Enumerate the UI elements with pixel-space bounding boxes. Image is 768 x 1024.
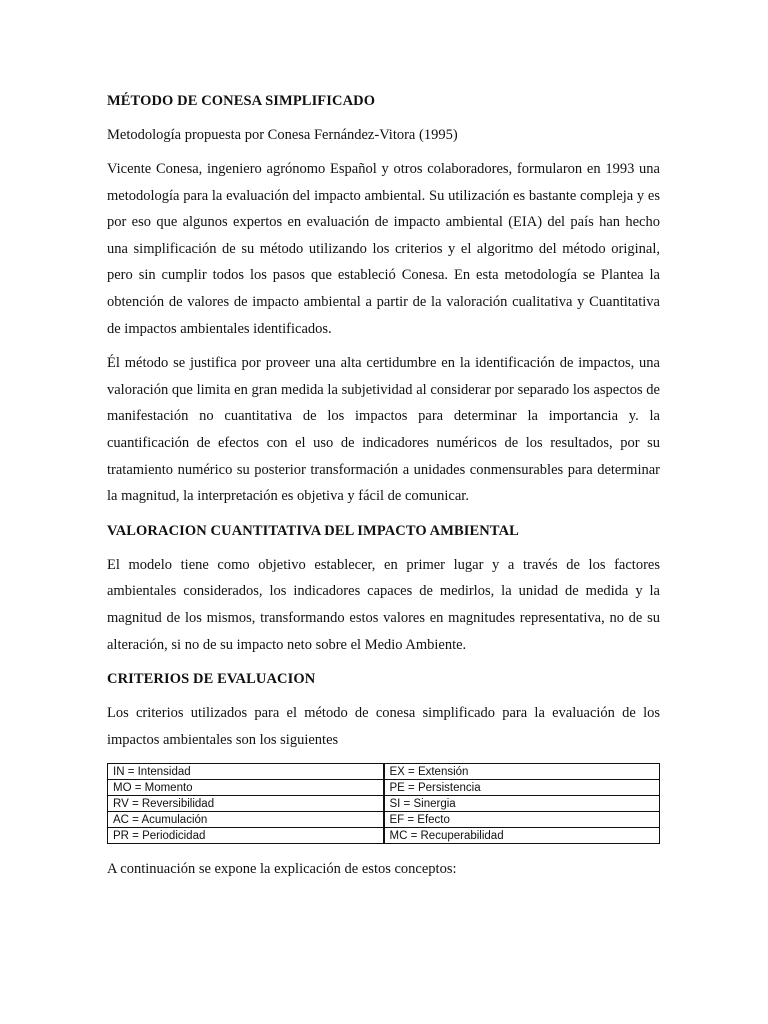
table-row bbox=[108, 828, 660, 844]
criterios-paragraph: Los criterios utilizados para el método de conesa simplificado para la evaluación de los impactos ambientales son los siguientes bbox=[107, 705, 660, 748]
table-cell: IN = Intensidad bbox=[108, 764, 384, 780]
table-row bbox=[108, 796, 660, 812]
table-cell: AC = Acumulación bbox=[108, 812, 384, 828]
document-title: MÉTODO DE CONESA SIMPLIFICADO bbox=[107, 93, 376, 109]
table-row bbox=[108, 764, 660, 780]
section-heading-criterios: CRITERIOS DE EVALUACION bbox=[107, 671, 316, 688]
intro-paragraph: Vicente Conesa, ingeniero agrónomo Español y otros colaboradores, formularon en 1993 una metodología para la evaluación del impacto ambiental. Su utilización es bastante compleja y es por eso que algunos expertos en evaluación de impacto ambiental (EIA) del país han hecho una simplificación de su método utilizando los criterios y el algoritmo del método original, pero sin cumplir todos los pasos que estableció Conesa. En esta metodología se Plantea la obtención de valores de impacto ambiental a partir de la valoración cualitativa y Cuantitativa de impactos ambientales identificados. bbox=[107, 161, 660, 337]
table-cell: MC = Recuperabilidad bbox=[384, 828, 660, 844]
table-row bbox=[108, 812, 660, 828]
document-page bbox=[107, 88, 660, 891]
table-cell: PR = Periodicidad bbox=[108, 828, 384, 844]
criteria-table bbox=[107, 763, 660, 844]
table-cell: EF = Efecto bbox=[384, 812, 660, 828]
table-cell: EX = Extensión bbox=[384, 764, 660, 780]
table-cell: RV = Reversibilidad bbox=[108, 796, 384, 812]
table-cell: SI = Sinergia bbox=[384, 796, 660, 812]
valoracion-paragraph: El modelo tiene como objetivo establecer, en primer lugar y a través de los factores ambientales considerados, los indicadores capaces de medirlos, la unidad de medida y la magnitud de los mismos, transformando estos valores en magnitudes representativa, no de su alteración, si no de su impacto neto sobre el Medio Ambiente. bbox=[107, 556, 660, 653]
table-row bbox=[108, 780, 660, 796]
table-cell: PE = Persistencia bbox=[384, 780, 660, 796]
table-cell: MO = Momento bbox=[108, 780, 384, 796]
document-subtitle: Metodología propuesta por Conesa Fernández-Vitora (1995) bbox=[107, 127, 458, 143]
section-heading-valoracion: VALORACION CUANTITATIVA DEL IMPACTO AMBIENTAL bbox=[107, 522, 519, 539]
closing-paragraph: A continuación se expone la explicación de estos conceptos: bbox=[107, 861, 457, 878]
justification-paragraph: Él método se justifica por proveer una alta certidumbre en la identificación de impactos, una valoración que limita en gran medida la subjetividad al considerar por separado los aspectos de manifestación no cuantitativa de los impactos para determinar la importancia y. la cuantificación de efectos con el uso de indicadores numéricos de los resultados, por su tratamiento numérico su posterior transformación a unidades conmensurables para determinar la magnitud, la interpretación es objetiva y fácil de comunicar. bbox=[107, 355, 660, 505]
